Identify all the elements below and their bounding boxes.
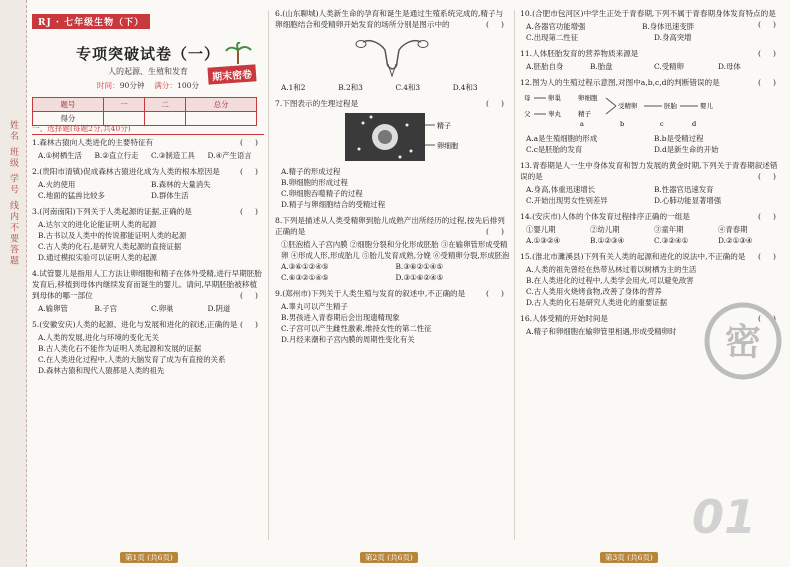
fertilization-figure bbox=[275, 111, 510, 163]
options: C.出现第二性征 D.身高突增 bbox=[526, 33, 692, 42]
svg-text:a: a bbox=[580, 120, 584, 128]
options: A.身高,体重迅速增长 B.性器官迅速发育 bbox=[526, 185, 714, 194]
options: C.c是胚胎的发育 D.d是新生命的开始 bbox=[526, 145, 719, 154]
page-footer: 第3页 (共6页) bbox=[600, 552, 658, 563]
option: B.在人类进化的过程中,人类学会用火,可以避免敌害 bbox=[526, 276, 694, 285]
svg-text:密: 密 bbox=[724, 321, 762, 363]
option: C.卵细胞吞噬精子的过程 bbox=[281, 189, 363, 198]
option: D.森林古猿和现代人猿都是人类的祖先 bbox=[38, 366, 165, 375]
svg-text:受精卵: 受精卵 bbox=[618, 102, 638, 110]
svg-text:c: c bbox=[660, 120, 664, 128]
svg-text:胚胎: 胚胎 bbox=[664, 102, 677, 110]
column-divider bbox=[268, 10, 269, 540]
reproductive-figure bbox=[275, 32, 510, 78]
question: 1.森林古猿向人类进化的主要特征有 ( ) bbox=[32, 138, 258, 147]
option: B.卵细胞的形成过程 bbox=[281, 178, 348, 187]
options: A.①③②④ B.①②③④ C.③②④① D.②①③④ bbox=[526, 236, 753, 245]
svg-text:婴儿: 婴儿 bbox=[700, 102, 713, 110]
question: 12.图为人的生殖过程示意图,对图中a,b,c,d的判断错误的是 ( ) bbox=[520, 78, 776, 87]
svg-text:卵巢: 卵巢 bbox=[548, 94, 561, 102]
option: B.男孩进入青春期后会出现遗精现象 bbox=[281, 313, 400, 322]
options: C.地面的猛兽比较多 D.群体生活 bbox=[38, 191, 189, 200]
question: 7.下图表示的生理过程是 ( ) bbox=[275, 99, 504, 108]
question: 15.(淮北市濉溪县)下列有关人类的起源和进化的说法中,不正确的是 ( ) bbox=[520, 252, 776, 261]
options: ①婴儿期 ②幼儿期 ③童年期 ④青春期 bbox=[526, 225, 748, 234]
score-table: 题号 一 二 总分 得分 bbox=[32, 97, 257, 126]
option: A.精子的形成过程 bbox=[281, 167, 341, 176]
question: 11.人体胚胎发育的营养物质来源是 ( ) bbox=[520, 49, 776, 58]
option: C.古人类用火烧烤食物,改善了身体的营养 bbox=[526, 287, 662, 296]
subtitle: 人的起源、生殖和发育 bbox=[108, 67, 188, 76]
options: A.胚胎自身 B.胎盘 C.受精卵 D.母体 bbox=[526, 62, 741, 71]
svg-text:父: 父 bbox=[524, 110, 531, 118]
options: A.①树栖生活 B.②直立行走 C.③制造工具 D.④产生语言 bbox=[38, 151, 252, 160]
svg-text:卵细胞: 卵细胞 bbox=[437, 142, 458, 150]
page-1 bbox=[32, 8, 264, 548]
palm-icon bbox=[224, 42, 252, 64]
option: A.精子和卵细胞在输卵管里相遇,形成受精卵时 bbox=[526, 327, 677, 336]
binding-strip bbox=[0, 0, 27, 567]
question: 14.(安庆市)人体的个体发育过程排序正确的一组是 ( ) bbox=[520, 212, 776, 221]
option: A.人类的发展,进化与环境的变化无关 bbox=[38, 333, 159, 342]
svg-text:d: d bbox=[692, 120, 697, 128]
question: 9.(郑州市)下列关于人类生殖与发育的叙述中,不正确的是 ( ) bbox=[275, 289, 504, 298]
watermark-number: 01 bbox=[691, 490, 756, 544]
options: A.a是生殖细胞的形成 B.b是受精过程 bbox=[526, 134, 704, 143]
question: 10.(合肥市包河区)中学生正处于青春期,下列不属于青春期身体发育特点的是 ( ) bbox=[520, 9, 776, 29]
option: B.古书以及人类中的传说都能证明人类的起源 bbox=[38, 231, 187, 240]
page-footer: 第2页 (共6页) bbox=[360, 552, 418, 563]
final-exam-badge: 期末密卷 bbox=[207, 64, 256, 84]
question: 5.(安徽安庆)人类的起源、进化与发展和进化的叙述,正确的是 ( ) bbox=[32, 320, 258, 329]
svg-text:母: 母 bbox=[524, 94, 531, 102]
question: 3.(河南南阳)下列关于人类起源的证据,正确的是 ( ) bbox=[32, 207, 258, 216]
question: 8.下列是描述从人类受精卵到胎儿成熟产出所经历的过程,按先后排列正确的是 ( ) bbox=[275, 216, 505, 236]
svg-text:精子: 精子 bbox=[578, 110, 591, 118]
option: A.人类的祖先曾经在热带丛林过着以树栖为主的生活 bbox=[526, 265, 697, 274]
option: C.子宫可以产生雌性激素,维持女性的第二性征 bbox=[281, 324, 432, 333]
confidential-stamp-icon bbox=[702, 300, 784, 382]
binding-text: 姓名 班级 学号 线内不要答题 bbox=[8, 120, 18, 267]
reproduction-flow-diagram bbox=[520, 90, 782, 130]
options: C.开始出现男女性别差异 D.心肺功能显著增强 bbox=[526, 196, 722, 205]
page-title: 专项突破试卷（一） bbox=[75, 45, 220, 63]
option: ①胚泡植入子宫内膜 ②细胞分裂和分化形成胚胎 ③在输卵管形成受精卵 ④形成人形,形成胎儿 ⑤胎儿发育成熟,分娩 ⑥受精卵分裂,形成胚泡 bbox=[281, 240, 510, 260]
option: C.在人类进化过程中,人类的大脑发育了成为有直接的关系 bbox=[38, 355, 226, 364]
question: 4.试管婴儿是指用人工方法让卵细胞和精子在体外受精,进行早期胚胎发育后,移植到母体内继续发育而诞生的婴儿。请问,早期胚胎被移植到母体的哪一部位 ( ) bbox=[32, 269, 262, 300]
options: A.火的使用 B.森林的大量消失 bbox=[38, 180, 211, 189]
option: C.古人类的化石,是研究人类起源的直接证据 bbox=[38, 242, 182, 251]
svg-text:b: b bbox=[620, 120, 625, 128]
options: A.③⑥①②④⑤ B.③⑥②①④⑤ bbox=[281, 262, 444, 271]
question: 2.(贵阳市清镇)促成森林古猿进化成为人类的根本原因是 ( ) bbox=[32, 167, 258, 176]
options: C.⑥③②①④⑤ D.③①⑥②④⑤ bbox=[281, 273, 444, 282]
section-heading: 一、选择题(每题2分,共40分) bbox=[32, 123, 264, 135]
options: A.1和2 B.2和3 C.4和3 D.4和3 bbox=[281, 83, 478, 92]
page-2 bbox=[275, 8, 510, 548]
page-3 bbox=[520, 8, 782, 548]
options: A.各器官功能增强 B.身体迅速变胖 bbox=[526, 22, 695, 31]
score-cell[interactable] bbox=[186, 112, 257, 126]
option: A.达尔文的进化论能证明人类的起源 bbox=[38, 220, 157, 229]
svg-text:精子: 精子 bbox=[437, 122, 451, 130]
question: 13.青春期是人一生中身体发育和智力发展的黄金时期,下列关于青春期叙述错误的是 ( ) bbox=[520, 161, 778, 181]
option: D.古人类的化石是研究人类进化的重要证据 bbox=[526, 298, 668, 307]
option: D.月经来潮和子宫内膜的周期性变化有关 bbox=[281, 335, 415, 344]
exam-header bbox=[32, 8, 264, 123]
option: B.古人类化石不能作为证明人类起源和发展的证据 bbox=[38, 344, 201, 353]
option: D.精子与卵细胞结合的受精过程 bbox=[281, 200, 386, 209]
score-cell[interactable] bbox=[144, 112, 185, 126]
option: A.睾丸可以产生精子 bbox=[281, 302, 348, 311]
brand-tag: RJ · 七年级生物（下） bbox=[32, 14, 150, 29]
page-footer: 第1页 (共6页) bbox=[120, 552, 178, 563]
score-cell[interactable] bbox=[103, 112, 144, 126]
svg-text:睾丸: 睾丸 bbox=[548, 110, 561, 118]
exam-meta: 时间：90分钟 满分：100分 bbox=[96, 81, 200, 90]
svg-text:卵细胞: 卵细胞 bbox=[578, 94, 598, 102]
question: 16.人体受精的开始时间是 ( ) bbox=[520, 314, 776, 323]
question: 6.(山东聊城)人类新生命的孕育和诞生是通过生殖系统完成的,精子与卵细胞结合和受精卵开始发育的场所分别是图示中的 ( ) bbox=[275, 9, 504, 29]
column-divider bbox=[514, 10, 515, 540]
options: A.输卵管 B.子宫 C.卵巢 D.阴道 bbox=[38, 304, 231, 313]
option: D.通过模拟实验可以证明人类的起源 bbox=[38, 253, 157, 262]
